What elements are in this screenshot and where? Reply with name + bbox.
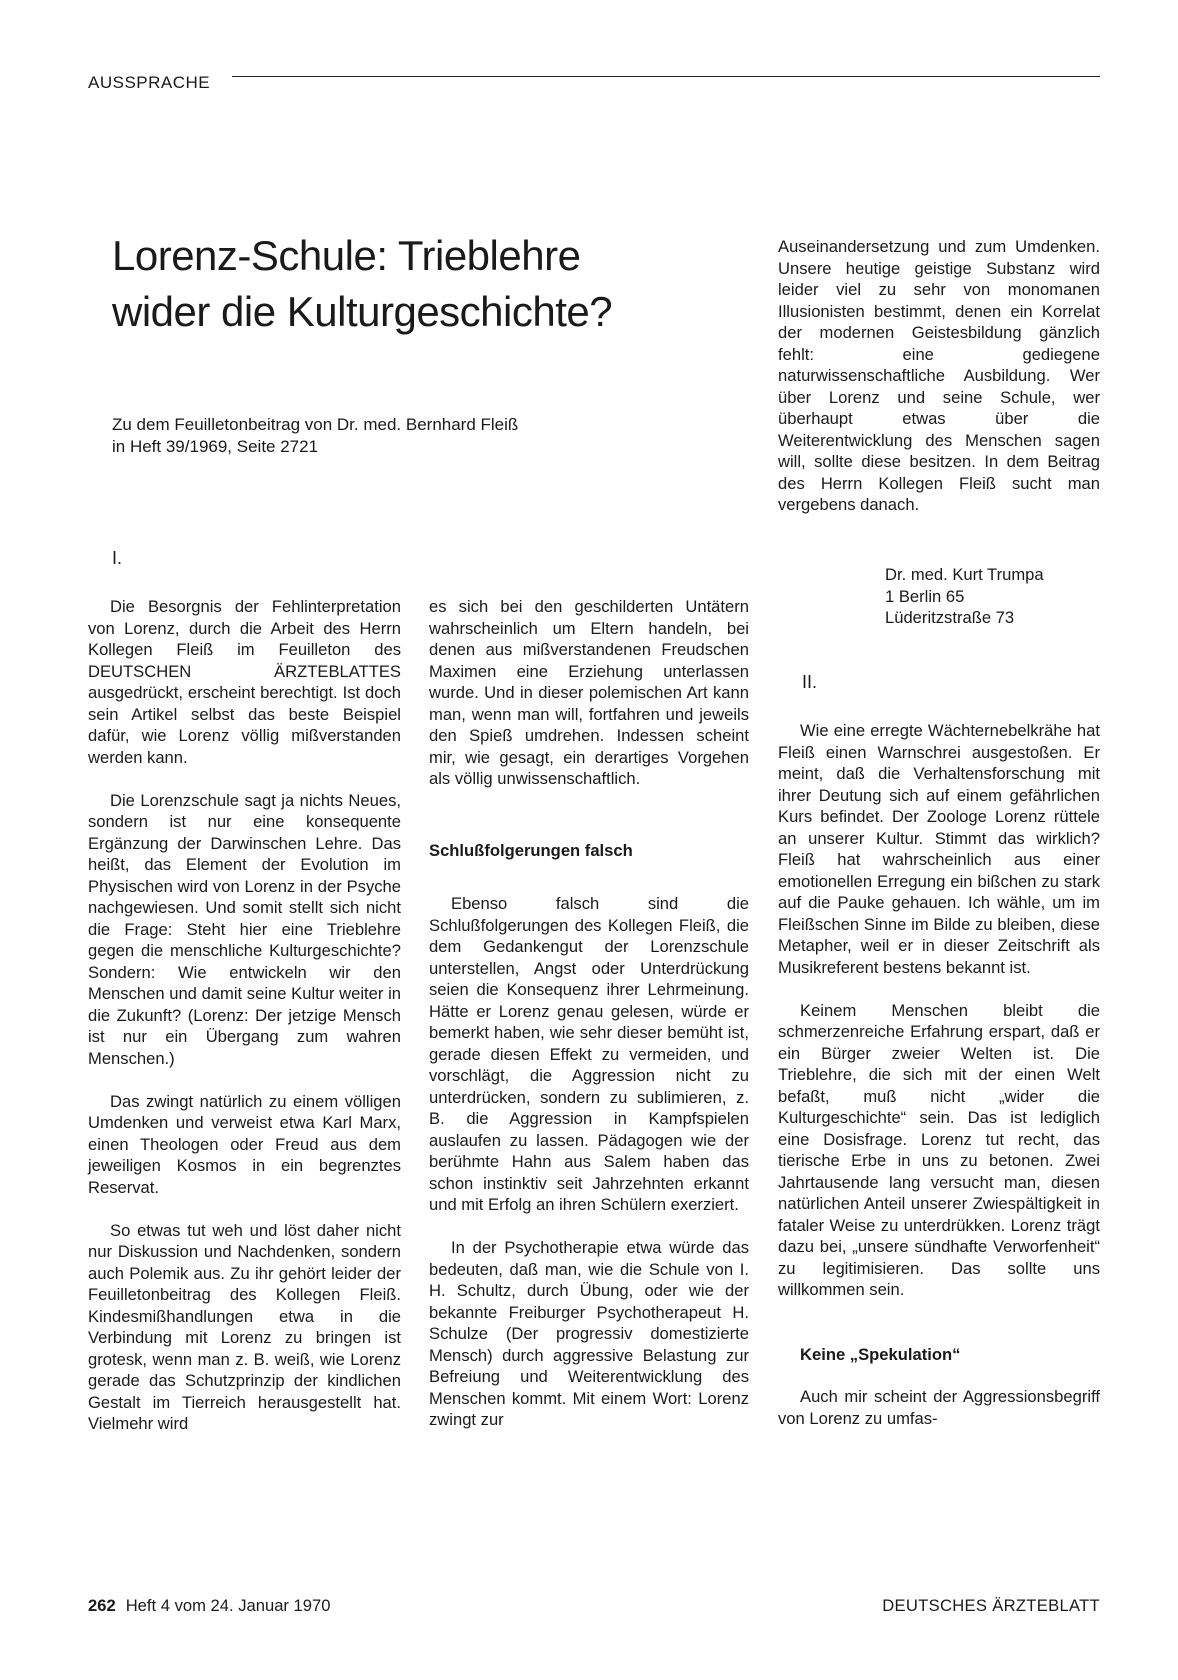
signature-block [885,564,1044,629]
journal-name: DEUTSCHES ÄRZTEBLATT [882,1596,1100,1615]
title-line-1: Lorenz-Schule: Trieblehre [112,232,581,279]
column-3-top [778,236,1100,537]
header-rule [232,76,1100,77]
signature-name: Dr. med. Kurt Trumpa [885,565,1044,584]
paragraph: So etwas tut weh und löst daher nicht nur Diskussion und Nachdenken, sondern auch Polemik aus. Zu ihr gehört leider der Feuilletonbeitrag des Kollegen Fleiß. Kindesmißhandlungen etwa in die Verbindung mit Lorenz zu bringen ist grotesk, wenn man z. B. weiß, wie Lorenz gerade das Schutzprinzip der kindlichen Gestalt im Tierreich herausgestellt hat. Vielmehr wird [88,1220,401,1433]
paragraph: Wie eine erregte Wächternebelkrähe hat Fleiß einen Warnschrei ausgestoßen. Er meint, daß die Verhaltensforschung mit ihrer Deutung sich auf einem gefährlichen Kurs befindet. Der Zoologe Lorenz rüttele an unserer Kultur. Stimmt das wirklich? Fleiß hat wahrscheinlich aus einer emotionellen Erregung ein bißchen zu stark auf die Pauke gehauen. Ich wähle, um im Fleißschen Sinne im Bilde zu bleiben, diese Metapher, weil er in dieser Zeitschrift als Musikreferent bestens bekannt ist. [778,721,1100,977]
footer-issue-info [88,1596,330,1616]
article-title [112,228,712,340]
article-subtitle [112,414,672,458]
paragraph: Die Lorenzschule sagt ja nichts Neues, sondern ist nur eine konsequente Ergänzung der Darwinschen Lehre. Das heißt, das Element der Evolution im Physischen wird von Lorenz in der Psyche nachgewiesen. Und somit stellt sich nicht die Frage: Steht hier eine Trieblehre gegen die menschliche Kulturgeschichte? Sondern: Wie entwickeln wir den Menschen und damit seine Kultur weiter in die Zukunft? (Lorenz: Der jetzige Mensch ist nur ein Übergang zum wahren Menschen.) [88,790,401,1068]
section-heading: Schlußfolgerungen falsch [429,840,633,860]
subtitle-line-1: Zu dem Feuilletonbeitrag von Dr. med. Bernhard Fleiß [112,415,519,434]
paragraph: Die Besorgnis der Fehlinterpretation von Lorenz, durch die Arbeit des Herrn Kollegen Fleiß im Feuilleton des DEUTSCHEN ÄRZTEBLATTES ausgedrückt, erscheint berechtigt. Ist doch sein Artikel selbst das beste Beispiel dafür, wie Lorenz völlig mißverstanden werden kann. [88,597,401,767]
paragraph: Auch mir scheint der Aggressionsbegriff von Lorenz zu umfas- [778,1387,1100,1428]
paragraph: Keinem Menschen bleibt die schmerzenreiche Erfahrung erspart, daß er ein Bürger zweier Welten ist. Die Trieblehre, die sich mit der einen Welt befaßt, muß nicht „wider die Kulturgeschichte“ sein. Das ist lediglich eine Dosisfrage. Lorenz tut recht, das tierische Erbe in uns zu betonen. Zwei Jahrtausende lang versucht man, diesen natürlichen Anteil unserer Zwiespältigkeit in fataler Weise zu unterdrükken. Lorenz trägt dazu bei, „unsere sündhafte Verworfenheit“ zu legitimisieren. Das sollte uns willkommen sein. [778,1000,1100,1299]
paragraph: Auseinandersetzung und zum Umdenken. Unsere heutige geistige Substanz wird leider viel zu sehr von monomanen Illusionisten bestimmt, denen ein Korrelat der modernen Geistesbildung gänzlich fehlt: eine gediegene naturwissenschaftliche Ausbildung. Wer über Lorenz und seine Schule, wer überhaupt etwas über die Weiterentwicklung des Menschen sagen will, sollte diese besitzen. In dem Beitrag des Herrn Kollegen Fleiß sucht man vergebens danach. [778,237,1100,514]
letter-2-numeral: II. [802,672,818,692]
subtitle-line-2: in Heft 39/1969, Seite 2721 [112,437,319,456]
paragraph: Das zwingt natürlich zu einem völligen Umdenken und verweist etwa Karl Marx, einen Theologen oder Freud aus dem jeweiligen Kosmos in ein begrenztes Reservat. [88,1091,401,1197]
column-2 [429,596,749,1452]
section-heading: Keine „Spekulation“ [800,1344,961,1364]
title-line-2: wider die Kulturgeschichte? [112,288,613,335]
paragraph: In der Psychotherapie etwa würde das bedeuten, daß man, wie die Schule von I. H. Schultz, durch Übung, oder wie der bekannte Freiburger Psychotherapeut H. Schulze (Der progressiv domestizierte Mensch) durch aggressive Belastung zur Befreiung und Weiterentwicklung des Menschen kommt. Mit einem Wort: Lorenz zwingt zur [429,1238,749,1429]
issue-date: Heft 4 vom 24. Januar 1970 [125,1596,331,1615]
paragraph: Ebenso falsch sind die Schlußfolgerungen des Kollegen Fleiß, die dem Gedankengut der Lorenzschule unterstellen, Angst oder Unterdrückung seien die Konsequenz ihrer Lehrmeinung. Hätte er Lorenz genau gelesen, würde er bemerkt haben, wie sehr dieser bemüht ist, gerade diesen Effekt zu vermeiden, und vorschlägt, die Aggression nicht zu unterdrücken, sondern zu sublimieren, z. B. die Aggression in Kampfspielen auslaufen zu lassen. Pädagogen wie der berühmte Hahn aus Salem haben das schon instinktiv seit Jahrzehnten erkannt und mit Erfolg an ihren Schülern exerziert. [429,894,749,1214]
letter-1-numeral: I. [112,548,123,568]
section-label: AUSSPRACHE [88,73,211,92]
column-3-bottom [778,720,1100,1451]
column-1 [88,596,401,1456]
paragraph: es sich bei den geschilderten Untätern wahrscheinlich um Eltern handeln, bei denen aus mißverstandenen Freudschen Maximen eine Erziehung unterlassen wurde. Und in dieser polemischen Art kann man, wenn man will, fortfahren und jeweils den Spieß umdrehen. Indessen scheint mir, wie gesagt, ein derartiges Vorgehen als völlig unwissenschaftlich. [429,597,749,788]
signature-street: Lüderitzstraße 73 [885,608,1015,627]
signature-city: 1 Berlin 65 [885,586,965,606]
page-number: 262 [88,1596,116,1615]
